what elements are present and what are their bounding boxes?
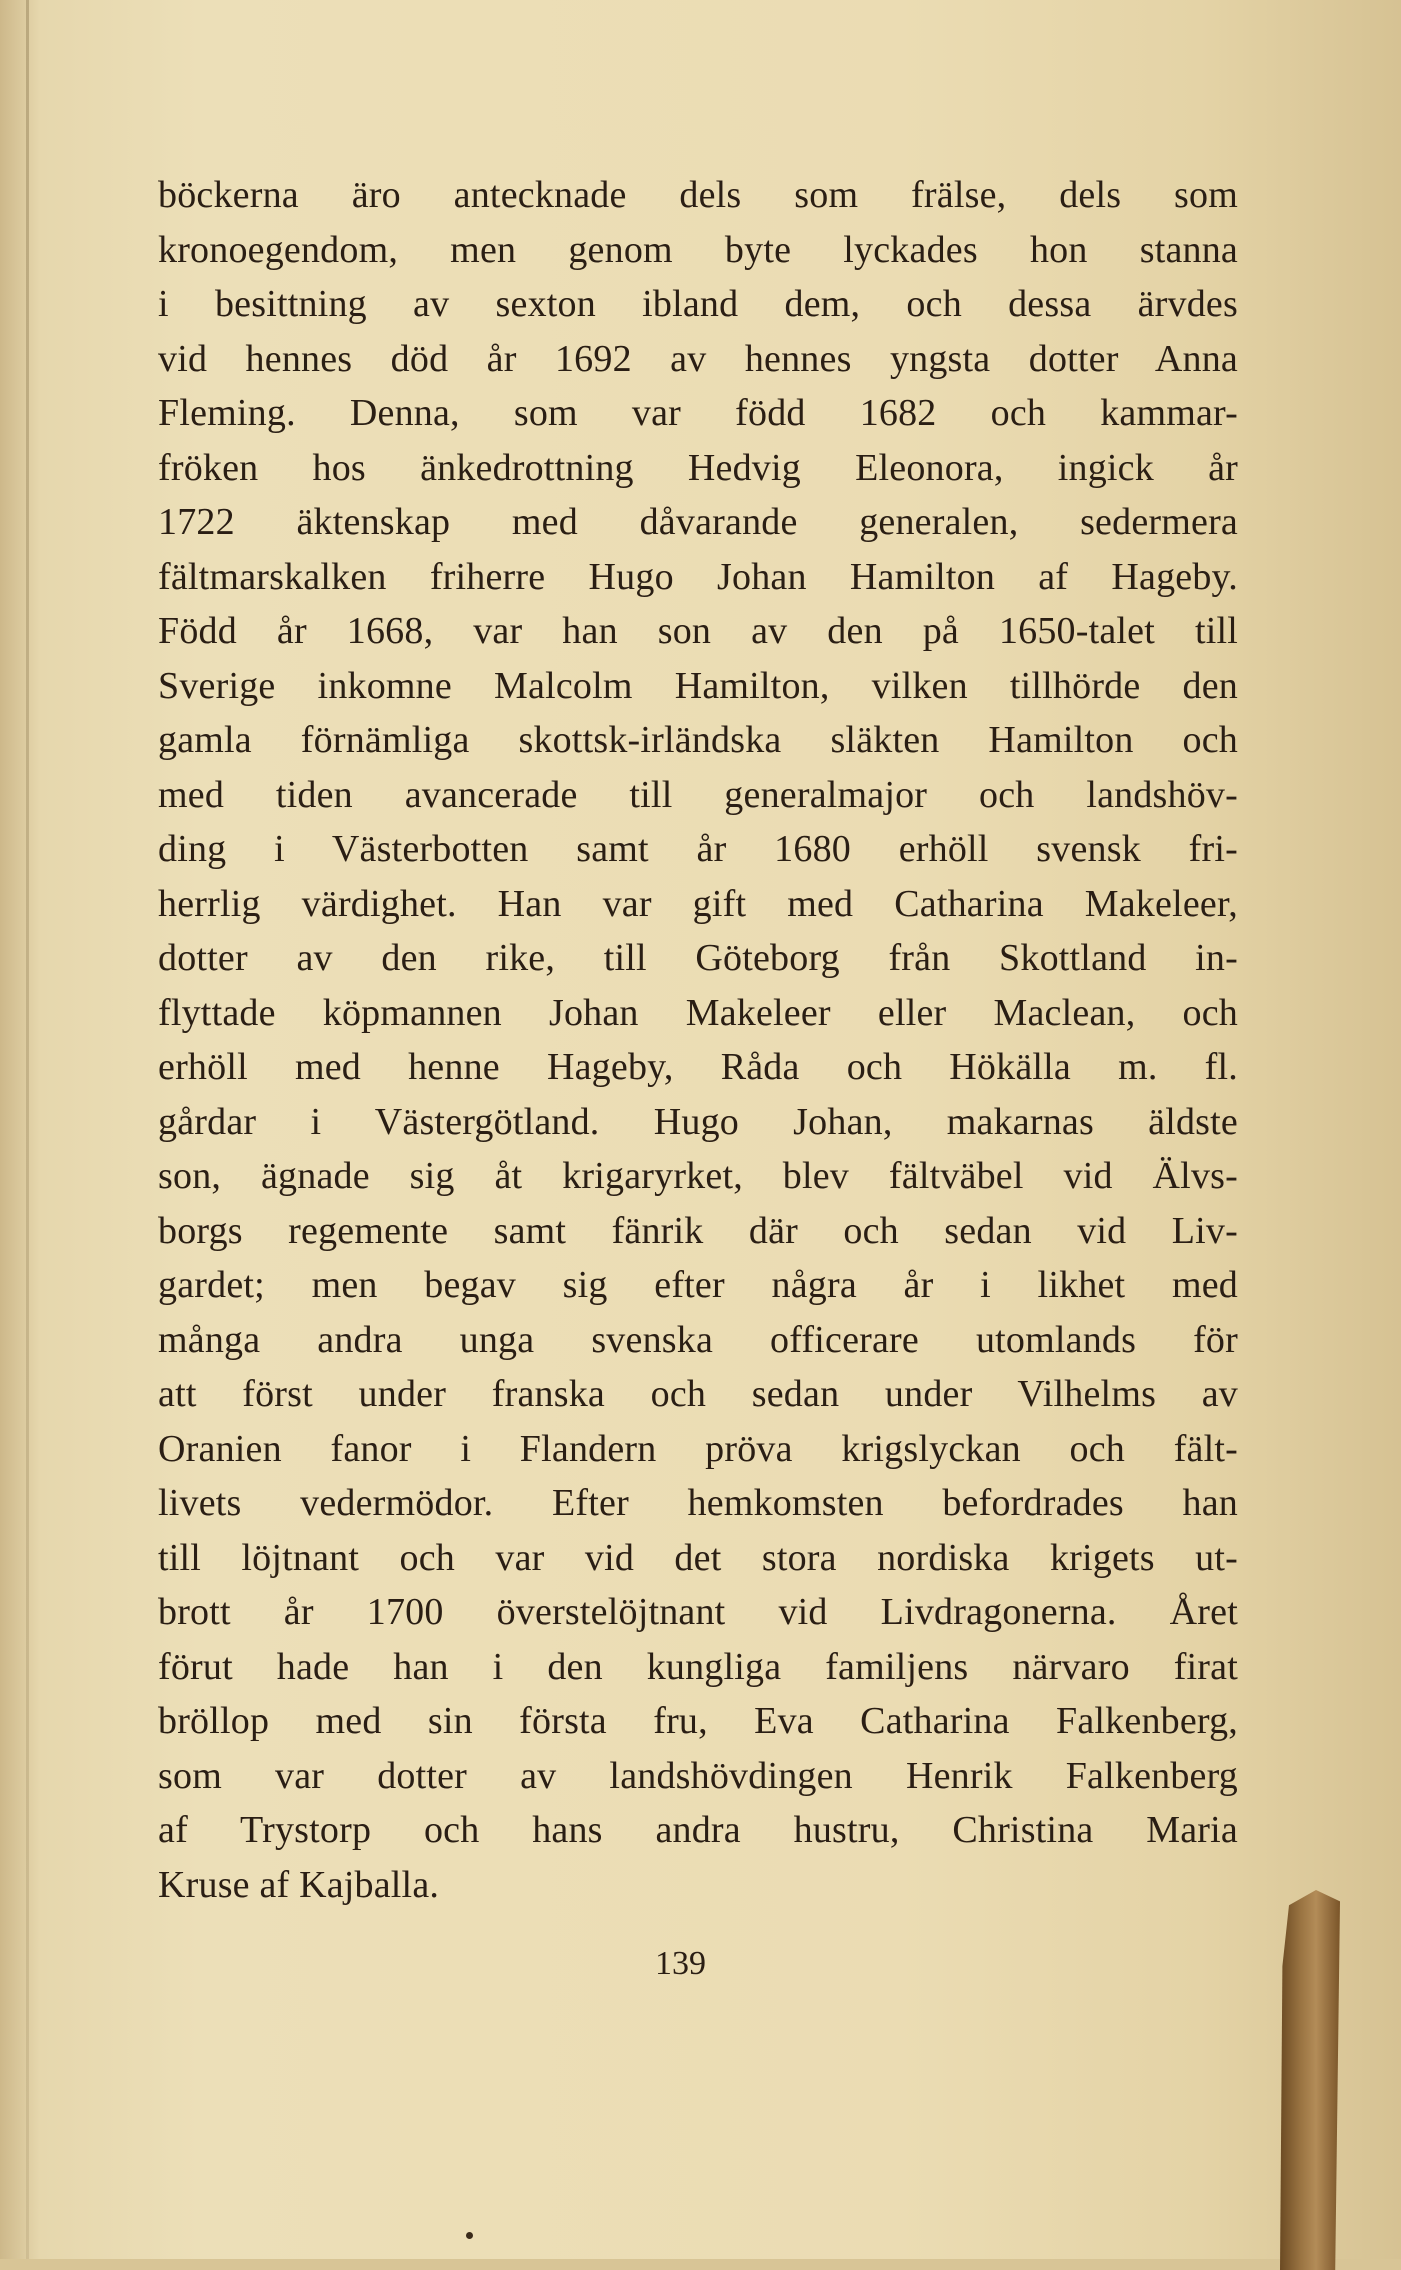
text-line: Född år 1668, var han son av den på 1650-talet till xyxy=(158,610,1238,652)
text-line: med tiden avancerade till generalmajor och landshöv- xyxy=(158,773,1238,816)
text-line: kronoegendom, men genom byte lyckades hon stanna xyxy=(158,228,1238,271)
text-line: i besittning av sexton ibland dem, och dessa ärvdes xyxy=(158,283,1238,325)
text-line: borgs regemente samt fänrik där och sedan vid Liv- xyxy=(158,1209,1238,1252)
text-line: livets vedermödor. Efter hemkomsten befordrades han xyxy=(158,1482,1238,1524)
text-line: bröllop med sin första fru, Eva Catharina Falkenberg, xyxy=(158,1700,1238,1742)
text-line-last: Kruse af Kajballa. xyxy=(158,1863,440,1906)
text-line: Fleming. Denna, som var född 1682 och kammar- xyxy=(158,392,1238,434)
text-line: Sverige inkomne Malcolm Hamilton, vilken tillhörde den xyxy=(158,664,1238,707)
text-line: fröken hos änkedrottning Hedvig Eleonora, ingick år xyxy=(158,446,1238,489)
text-line: vid hennes död år 1692 av hennes yngsta dotter Anna xyxy=(158,337,1238,380)
text-line: till löjtnant och var vid det stora nordiska krigets ut- xyxy=(158,1536,1238,1579)
text-line: erhöll med henne Hageby, Råda och Hökälla m. fl. xyxy=(158,1046,1238,1088)
text-line: flyttade köpmannen Johan Makeleer eller Maclean, och xyxy=(158,991,1238,1034)
text-line: gamla förnämliga skottsk-irländska släkten Hamilton och xyxy=(158,719,1238,761)
text-line: 1722 äktenskap med dåvarande generalen, sedermera xyxy=(158,501,1238,543)
text-line: herrlig värdighet. Han var gift med Catharina Makeleer, xyxy=(158,882,1238,925)
ink-dot xyxy=(466,2232,473,2239)
text-line: gardet; men begav sig efter några år i likhet med xyxy=(158,1264,1238,1306)
text-line: af Trystorp och hans andra hustru, Christina Maria xyxy=(158,1809,1238,1851)
text-line: böckerna äro antecknade dels som frälse, dels som xyxy=(158,174,1238,216)
text-line: som var dotter av landshövdingen Henrik Falkenberg xyxy=(158,1754,1238,1797)
wooden-stick xyxy=(1280,1890,1340,2270)
page-gutter xyxy=(26,0,29,2259)
body-text xyxy=(158,168,1238,1912)
text-line: att först under franska och sedan under Vilhelms av xyxy=(158,1373,1238,1415)
text-line: många andra unga svenska officerare utomlands för xyxy=(158,1318,1238,1361)
page-number: 139 xyxy=(655,1945,706,1982)
text-line: son, ägnade sig åt krigaryrket, blev fältväbel vid Älvs- xyxy=(158,1155,1238,1197)
text-line: dotter av den rike, till Göteborg från Skottland in- xyxy=(158,937,1238,979)
text-line: brott år 1700 överstelöjtnant vid Livdragonerna. Året xyxy=(158,1591,1238,1633)
text-line: ding i Västerbotten samt år 1680 erhöll svensk fri- xyxy=(158,828,1238,870)
text-line: Oranien fanor i Flandern pröva krigslyckan och fält- xyxy=(158,1427,1238,1470)
text-line: förut hade han i den kungliga familjens närvaro firat xyxy=(158,1645,1238,1688)
text-line: gårdar i Västergötland. Hugo Johan, makarnas äldste xyxy=(158,1100,1238,1143)
text-line: fältmarskalken friherre Hugo Johan Hamilton af Hageby. xyxy=(158,555,1238,598)
